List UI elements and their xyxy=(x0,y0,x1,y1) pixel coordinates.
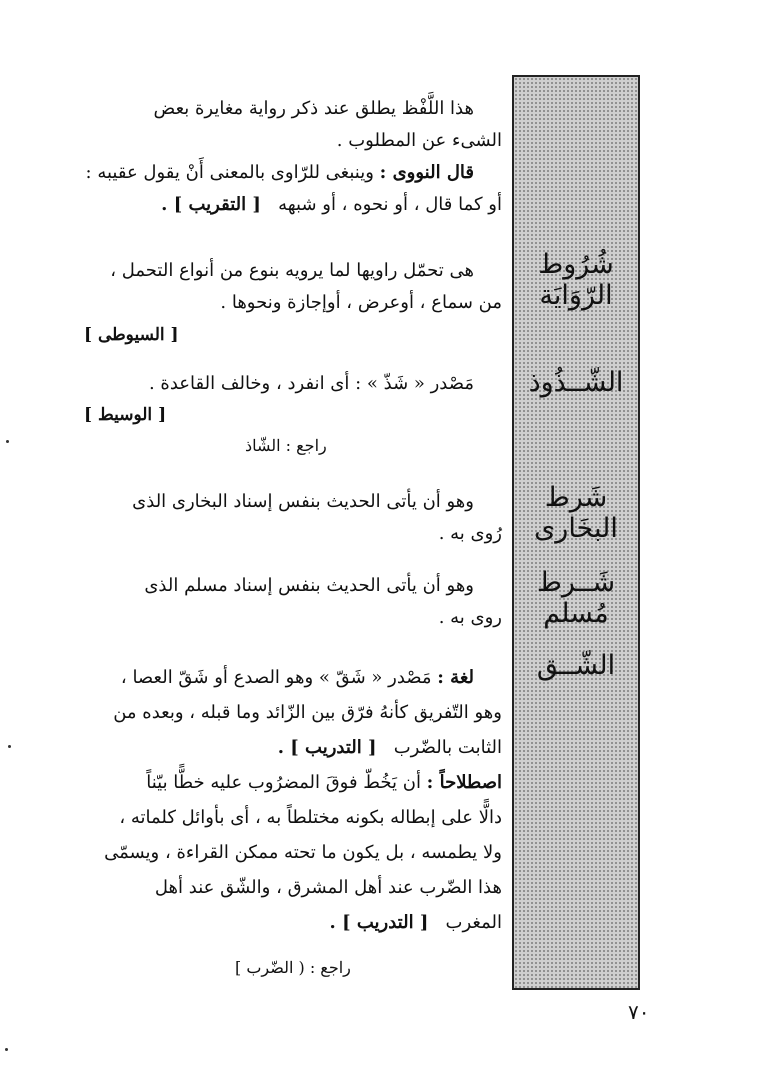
term-shart-al-bukhari: شَرط البخَارى xyxy=(534,482,618,544)
scan-speck xyxy=(5,1048,8,1051)
entry-text: رُوى به . xyxy=(438,523,502,544)
entry-al-shaqq xyxy=(84,660,502,940)
entry-text: مَصْدر « شَقّ » وهو الصدع أو شَقّ العصا ، xyxy=(120,667,438,688)
entry-text: أو كما قال ، أو نحوه ، أو شبهه xyxy=(278,194,502,215)
term-al-shaqq: الشّــق xyxy=(536,650,616,681)
entry-text: الشىء عن المطلوب . xyxy=(336,130,502,151)
entry-text: مَصْدر « شَذّ » : أى انفرد ، وخالف القاعدة . xyxy=(148,373,474,394)
reference-citation: [ التقريب ] . xyxy=(161,194,261,215)
entry-text xyxy=(84,157,502,189)
page-number: ٧٠ xyxy=(628,1000,650,1024)
entry-label: لغة : xyxy=(437,667,474,688)
entry-text: وينبغى للرّاوى بالمعنى أَنْ يقول عقيبه : xyxy=(85,162,380,183)
reference-citation: [ التدريب ] . xyxy=(277,737,377,758)
entry-text: من سماع ، أوعرض ، أوإجازة ونحوها . xyxy=(220,292,502,313)
source-label: قال النووى : xyxy=(379,162,474,183)
entry-text: وهو التّفريق كأنهُ فرّق بين الزّائد وما قبله ، وبعده من xyxy=(113,702,502,723)
entry-text: وهو أن يأتى الحديث بنفس إسناد البخارى الذى xyxy=(132,491,474,512)
entry-text: هى تحمّل راويها لما يرويه بنوع من أنواع التحمل ، xyxy=(110,260,474,281)
reference-citation: [ الوسيط ] xyxy=(84,405,167,425)
entry-text: وهو أن يأتى الحديث بنفس إسناد مسلم الذى xyxy=(144,575,474,596)
entry-text xyxy=(84,189,502,221)
entry-text: روى به . xyxy=(438,607,502,628)
entry-al-riwaya-bil-mana xyxy=(84,93,502,221)
entry-text xyxy=(84,730,502,765)
entry-text xyxy=(84,765,502,800)
scan-speck xyxy=(6,440,9,443)
entry-label: اصطلاحاً : xyxy=(426,772,502,793)
entry-text: هذا الضّرب عند أهل المشرق ، والشّق عند أهل xyxy=(154,877,502,898)
entry-text xyxy=(84,660,502,695)
term-al-shudhudh: الشّــذُوذ xyxy=(528,367,624,398)
entry-shart-muslim xyxy=(84,570,502,634)
reference-citation: [ السيوطى ] xyxy=(84,325,179,345)
entry-text: دالًّا على إبطاله بكونه مختلطاً به ، أى بأوائل كلماته ، xyxy=(119,807,502,828)
see-also: راجع : الشّاذ xyxy=(245,436,327,455)
entry-text: أن يَخُطّ فوقَ المضرُوب عليه خطًّا بيّناً xyxy=(146,772,427,793)
entry-text: ولا يطمسه ، بل يكون ما تحته ممكن القراءة ، ويسمّى xyxy=(104,842,502,863)
term-shart-muslim: شَــرط مُسلم xyxy=(536,567,616,629)
see-also: راجع : ( الضّرب ] xyxy=(235,958,351,977)
entry-shart-al-bukhari xyxy=(84,486,502,550)
entry-shurut-al-riwaya xyxy=(84,255,502,319)
term-shurut-al-riwaya: شُرُوط الرّوَايَة xyxy=(538,249,614,311)
entry-al-shudhudh xyxy=(84,368,502,400)
scan-speck xyxy=(8,745,11,748)
entry-text xyxy=(84,905,502,940)
entry-text: الثابت بالضّرب xyxy=(393,737,502,758)
reference-citation: [ التدريب ] . xyxy=(329,912,429,933)
terms-sidebar xyxy=(512,75,640,990)
entry-text: المغرب xyxy=(445,912,502,933)
entry-text: هذا اللَّفْظ يطلق عند ذكر رواية مغايرة بعض xyxy=(153,98,474,119)
